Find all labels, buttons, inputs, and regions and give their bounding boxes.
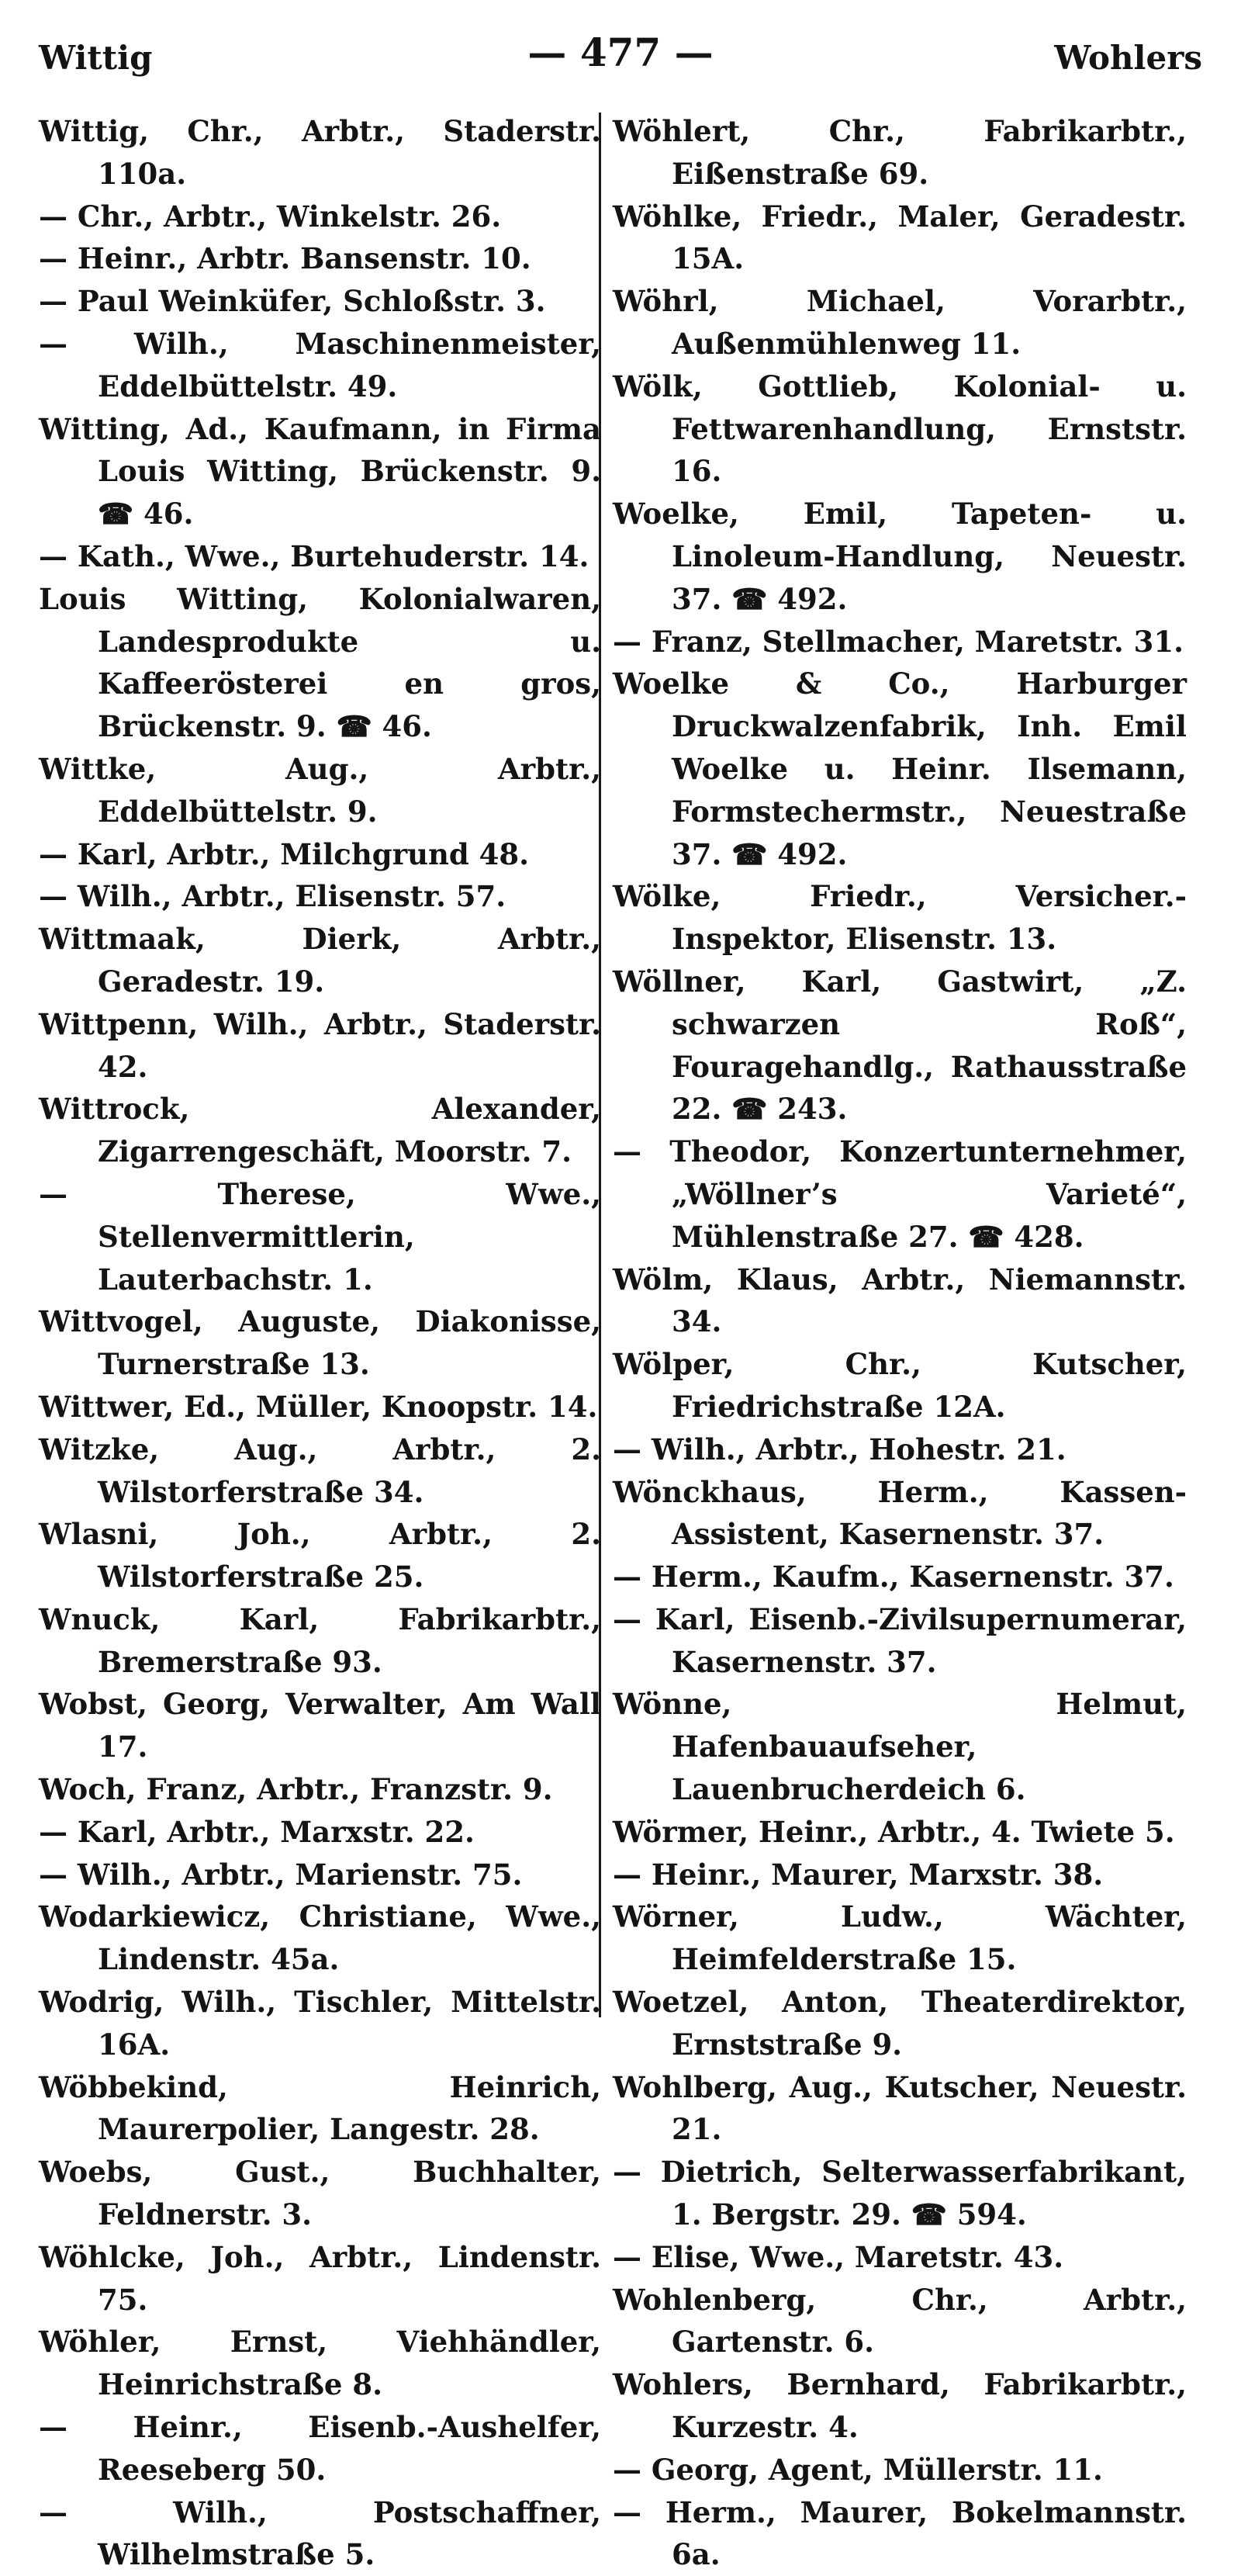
directory-entry: — Wilh., Arbtr., Hohestr. 21. (613, 1432, 1066, 1466)
directory-entry: Wittig, Chr., Arbtr., Staderstr. 110a. (39, 114, 601, 191)
directory-entry: — Wilh., Maschinenmeister, Eddelbüttelstr. 49. (39, 326, 601, 403)
header-last-name: Wohlers (1054, 39, 1202, 77)
directory-entry: Wobst, Georg, Verwalter, Am Wall 17. (39, 1687, 601, 1764)
left-column (39, 110, 601, 2576)
directory-entry: Wölm, Klaus, Arbtr., Niemannstr. 34. (613, 1262, 1187, 1339)
directory-entry: — Franz, Stellmacher, Maretstr. 31. (613, 624, 1184, 659)
directory-entry: — Wilh., Postschaffner, Wilhelmstraße 5. (39, 2495, 601, 2572)
directory-entry: — Herm., Kaufm., Kasernenstr. 37. (613, 1560, 1174, 1594)
right-column (613, 110, 1187, 2576)
directory-entry: Wönne, Helmut, Hafenbauaufseher, Lauenbrucherdeich 6. (613, 1687, 1187, 1807)
directory-entry: Wölper, Chr., Kutscher, Friedrichstraße 12A. (613, 1347, 1187, 1424)
directory-entry: Wöllner, Karl, Gastwirt, „Z. schwarzen Roß“, Fouragehandlg., Rathausstraße 22. ☎ 243. (613, 964, 1187, 1127)
directory-entry: — Dietrich, Selterwasserfabrikant, 1. Bergstr. 29. ☎ 594. (613, 2155, 1187, 2232)
directory-entry: Witting, Ad., Kaufmann, in Firma Louis Witting, Brückenstr. 9. ☎ 46. (39, 411, 601, 531)
directory-entry: — Wilh., Arbtr., Elisenstr. 57. (39, 879, 506, 914)
directory-entry: Wöbbekind, Heinrich, Maurerpolier, Langestr. 28. (39, 2069, 601, 2147)
directory-entry: Woelke, Emil, Tapeten- u. Linoleum-Handlung, Neuestr. 37. ☎ 492. (613, 497, 1187, 616)
directory-entry: Wöhlcke, Joh., Arbtr., Lindenstr. 75. (39, 2239, 601, 2317)
directory-entry: — Therese, Wwe., Stellenvermittlerin, Lauterbachstr. 1. (39, 1176, 601, 1297)
header-first-name: Wittig (39, 39, 153, 77)
directory-entry: Wohlberg, Aug., Kutscher, Neuestr. 21. (613, 2069, 1187, 2147)
directory-entry: Wlasni, Joh., Arbtr., 2. Wilstorferstraße 25. (39, 1517, 601, 1594)
directory-entry: — Heinr., Maurer, Marxstr. 38. (613, 1857, 1104, 1892)
directory-entry: — Paul Weinküfer, Schloßstr. 3. (39, 284, 546, 319)
page-header (39, 29, 1202, 84)
directory-entry: — Georg, Agent, Müllerstr. 11. (613, 2452, 1103, 2487)
directory-entry: Wodarkiewicz, Christiane, Wwe., Lindenstr. 45a. (39, 1899, 601, 1977)
directory-entry: Wöhrl, Michael, Vorarbtr., Außenmühlenweg 11. (613, 284, 1187, 361)
directory-entry: — Elise, Wwe., Maretstr. 43. (613, 2239, 1064, 2274)
directory-entry: — Karl, Eisenb.-Zivilsupernumerar, Kasernenstr. 37. (613, 1601, 1187, 1679)
directory-entry: Woch, Franz, Arbtr., Franzstr. 9. (39, 1772, 553, 1807)
directory-entry: Woelke & Co., Harburger Druckwalzenfabrik, Inh. Emil Woelke u. Heinr. Ilsemann, Formstechermstr., Neuestraße 37. ☎ 492. (613, 667, 1187, 871)
directory-entry: Wohlenberg, Chr., Arbtr., Gartenstr. 6. (613, 2282, 1187, 2360)
directory-entry: Wittvogel, Auguste, Diakonisse, Turnerstraße 13. (39, 1304, 601, 1382)
directory-entry: — Karl, Arbtr., Milchgrund 48. (39, 836, 530, 871)
directory-entry: — Theodor, Konzertunternehmer, „Wöllner’s Varieté“, Mühlenstraße 27. ☎ 428. (613, 1134, 1187, 1254)
page-number: — 477 — (527, 29, 714, 75)
directory-entry: Wönckhaus, Herm., Kassen-Assistent, Kasernenstr. 37. (613, 1474, 1187, 1552)
directory-entry: Wölk, Gottlieb, Kolonial- u. Fettwarenhandlung, Ernststr. 16. (613, 369, 1187, 489)
directory-entry: Louis Witting, Kolonialwaren, Landesprodukte u. Kaffeerösterei en gros, Brückenstr. 9. ☎ 46. (39, 581, 601, 744)
directory-entry: — Karl, Arbtr., Marxstr. 22. (39, 1814, 475, 1849)
directory-entry: Wohlers, Bernhard, Fabrikarbtr., Kurzestr. 4. (613, 2367, 1187, 2445)
directory-entry: — Heinr., Arbtr. Bansenstr. 10. (39, 241, 531, 276)
directory-entry: — Kath., Wwe., Burtehuderstr. 14. (39, 538, 589, 573)
directory-entry: Wnuck, Karl, Fabrikarbtr., Bremerstraße 93. (39, 1601, 601, 1679)
directory-entry: Wörner, Ludw., Wächter, Heimfelderstraße 15. (613, 1899, 1187, 1977)
directory-entry: Wölke, Friedr., Versicher.-Inspektor, Elisenstr. 13. (613, 879, 1187, 957)
directory-entry: Wittwer, Ed., Müller, Knoopstr. 14. (39, 1389, 598, 1424)
directory-entry: — Herm., Maurer, Bokelmannstr. 6a. (613, 2495, 1187, 2572)
directory-entry: — Heinr., Eisenb.-Aushelfer, Reeseberg 50. (39, 2410, 601, 2487)
directory-entry: Wöhlke, Friedr., Maler, Geradestr. 15A. (613, 199, 1187, 276)
directory-entry: — Wilh., Arbtr., Marienstr. 75. (39, 1857, 523, 1892)
directory-entry: Wittke, Aug., Arbtr., Eddelbüttelstr. 9. (39, 751, 601, 829)
directory-entry: Woetzel, Anton, Theaterdirektor, Ernststraße 9. (613, 1985, 1187, 2062)
directory-entry: Woebs, Gust., Buchhalter, Feldnerstr. 3. (39, 2155, 601, 2232)
directory-entry: Wittmaak, Dierk, Arbtr., Geradestr. 19. (39, 922, 601, 999)
directory-entry: Wodrig, Wilh., Tischler, Mittelstr. 16A. (39, 1985, 601, 2062)
directory-entry: — Chr., Arbtr., Winkelstr. 26. (39, 199, 502, 234)
directory-entry: Wöhlert, Chr., Fabrikarbtr., Eißenstraße 69. (613, 114, 1187, 191)
directory-entry: Witzke, Aug., Arbtr., 2. Wilstorferstraße 34. (39, 1432, 601, 1509)
directory-entry: Wöhler, Ernst, Viehhändler, Heinrichstraße 8. (39, 2325, 601, 2402)
directory-entry: Wittpenn, Wilh., Arbtr., Staderstr. 42. (39, 1006, 601, 1084)
directory-entry: Wörmer, Heinr., Arbtr., 4. Twiete 5. (613, 1814, 1175, 1849)
directory-entry: Wittrock, Alexander, Zigarrengeschäft, Moorstr. 7. (39, 1092, 601, 1169)
